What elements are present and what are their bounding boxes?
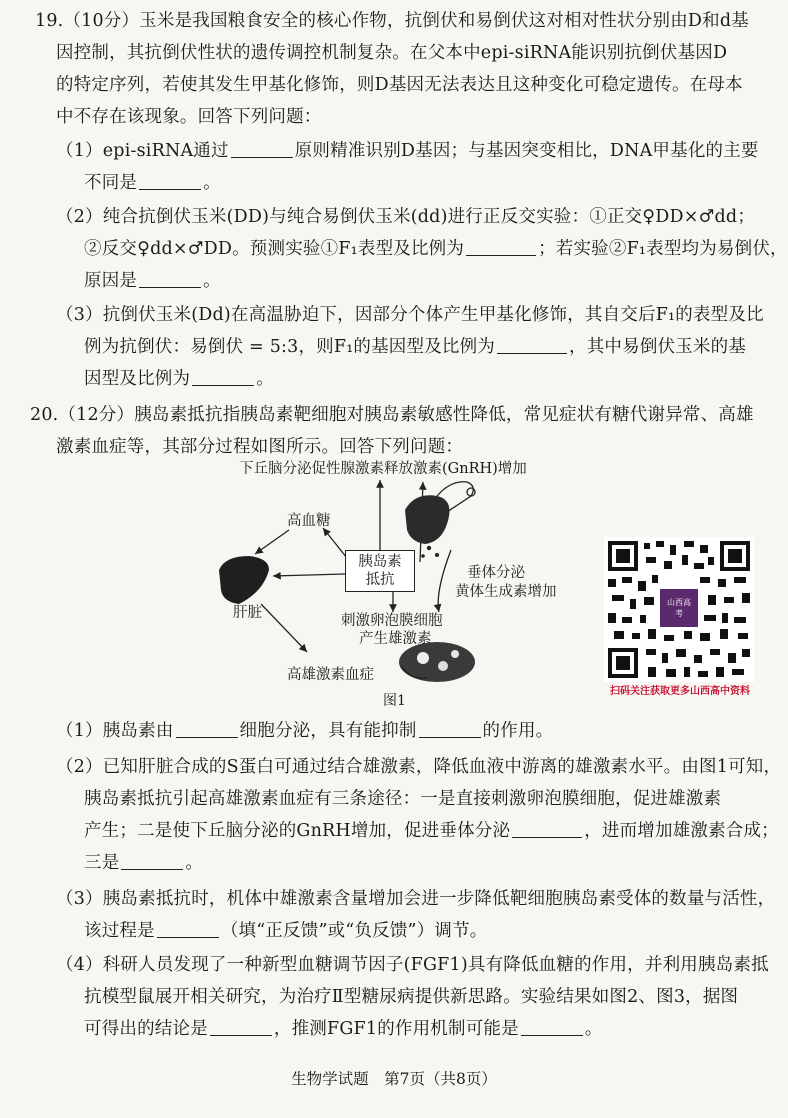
q19-p3c-pre: 因型及比例为 [84,369,191,389]
q20-p1-c: 的作用。 [482,721,554,741]
q19-part1-line1 [56,138,759,164]
q20-p3b-pre: 该过程是 [84,921,155,941]
answer-blank[interactable] [121,851,183,870]
q19-p1a-pre: （1）epi-siRNA通过 [56,141,229,161]
answer-blank[interactable] [139,269,201,288]
q19-part3-line2 [84,334,746,360]
q20-part2-line4 [84,850,203,876]
fig-hyperandrogen: 高雄激素血症 [287,667,374,683]
q19-part2-line2 [84,236,788,262]
q19-p3b-post: ，其中易倒伏玉米的基 [569,337,747,357]
fig-top-label: 下丘脑分泌促性腺激素释放激素(GnRH)增加 [239,461,527,477]
q20-part4-line3 [84,1016,603,1042]
qr-caption: 扫码关注获取更多山西高中资料 [610,686,750,697]
answer-blank[interactable] [192,367,254,386]
q20-part3-line2 [84,918,488,944]
fig-liver-label: 肝脏 [233,605,262,621]
answer-blank[interactable] [466,237,536,256]
q20-p1-a: （1）胰岛素由 [56,721,174,741]
fig-box-line1: 胰岛素 [358,554,402,570]
fig-ovary-line2: 产生雄激素 [359,631,432,647]
q20-line-1: 20.（12分）胰岛素抵抗指胰岛素靶细胞对胰岛素敏感性降低，常见症状有糖代谢异常、高雄 [30,405,754,425]
q19-p3c-post: 。 [256,369,274,389]
q20-p3b-post: （填“正反馈”或“负反馈”）调节。 [220,921,488,941]
q19-p3b-pre: 例为抗倒伏：易倒伏 = 5:3，则F₁的基因型及比例为 [84,337,496,357]
q19-part3-line1: （3）抗倒伏玉米(Dd)在高温胁迫下，因部分个体产生甲基化修饰，其自交后F₁的表型及比 [56,305,764,325]
q20-part2-line1: （2）已知肝脏合成的S蛋白可通过结合雄激素，降低血液中游离的雄激素水平。由图1可知， [56,757,782,777]
q20-part3-line1: （3）胰岛素抵抗时，机体中雄激素含量增加会进一步降低靶细胞胰岛素受体的数量与活性， [56,889,776,909]
answer-blank[interactable] [521,1017,583,1036]
fig-box-line2: 抵抗 [365,572,395,588]
q19-line-3: 的特定序列，若使其发生甲基化修饰，则D基因无法表达且这种变化可稳定遗传。在母本 [56,75,743,95]
answer-blank[interactable] [497,335,567,354]
qr-code[interactable] [604,537,754,682]
answer-blank[interactable] [210,1017,272,1036]
answer-blank[interactable] [139,171,201,190]
q20-p4c-post: 。 [584,1019,603,1039]
answer-blank[interactable] [231,139,293,158]
q20-part2-line3 [84,818,779,844]
q19-line-1: 19.（10分）玉米是我国粮食安全的核心作物，抗倒伏和易倒伏这对相对性状分别由D和d基 [35,11,749,31]
fig-ovary-line1: 刺激卵泡膜细胞 [341,613,443,629]
q19-p1b-post: 。 [203,173,221,193]
answer-blank[interactable] [512,819,582,838]
q19-part3-line3 [84,366,274,392]
q20-p4c-pre: 可得出的结论是 [84,1019,208,1039]
q20-part1 [56,718,553,744]
q19-part2-line1: （2）纯合抗倒伏玉米(DD)与纯合易倒伏玉米(dd)进行正反交实验：①正交♀DD×♂dd； [56,207,756,227]
q20-part2-line2: 胰岛素抵抗引起高雄激素血症有三条途径：一是直接刺激卵泡膜细胞，促进雄激素 [84,789,722,809]
answer-blank[interactable] [157,919,219,938]
q19-p1b-pre: 不同是 [84,173,138,193]
q20-p4c-mid: ，推测FGF1的作用机制可能是 [273,1019,519,1039]
q19-p2b-post: ；若实验②F₁表型均为易倒伏， [538,239,788,259]
fig-high-glucose: 高血糖 [287,513,331,529]
q19-line-2: 因控制，其抗倒伏性状的遗传调控机制复杂。在父本中epi-siRNA能识别抗倒伏基因D [56,43,728,63]
q19-p1a-post: 原则精准识别D基因；与基因突变相比，DNA甲基化的主要 [294,141,759,161]
fig-center-box [345,550,415,592]
q20-p2c-pre: 产生；二是使下丘脑分泌的GnRH增加，促进垂体分泌 [84,821,511,841]
q19-part2-line3 [84,268,221,294]
q20-p2c-post: ，进而增加雄激素合成； [584,821,779,841]
qr-center-logo: 山西高考 [667,598,691,618]
q20-line-2: 激素血症等，其部分过程如图所示。回答下列问题： [56,437,464,457]
q19-line-4: 中不存在该现象。回答下列问题： [56,107,322,127]
fig-pituitary-line2: 黄体生成素增加 [455,584,557,600]
q19-p2c-pre: 原因是 [84,271,138,291]
figure-1 [215,452,595,712]
q20-p2d-post: 。 [185,853,204,873]
fig-caption: 图1 [383,693,406,709]
page-footer: 生物学试题 第7页（共8页） [291,1070,497,1088]
fig-pituitary-line1: 垂体分泌 [467,565,525,581]
q20-part4-line1: （4）科研人员发现了一种新型血糖调节因子(FGF1)具有降低血糖的作用，并利用胰岛素抵 [56,955,769,975]
answer-blank[interactable] [419,719,481,738]
q19-p2c-post: 。 [203,271,221,291]
q19-part1-line2 [84,170,221,196]
answer-blank[interactable] [176,719,238,738]
q20-p2d-pre: 三是 [84,853,120,873]
q19-p2b-pre: ②反交♀dd×♂DD。预测实验①F₁表型及比例为 [84,239,465,259]
q20-part4-line2: 抗模型鼠展开相关研究，为治疗Ⅱ型糖尿病提供新思路。实验结果如图2、图3，据图 [84,987,739,1007]
q20-p1-b: 细胞分泌，具有能抑制 [239,721,417,741]
